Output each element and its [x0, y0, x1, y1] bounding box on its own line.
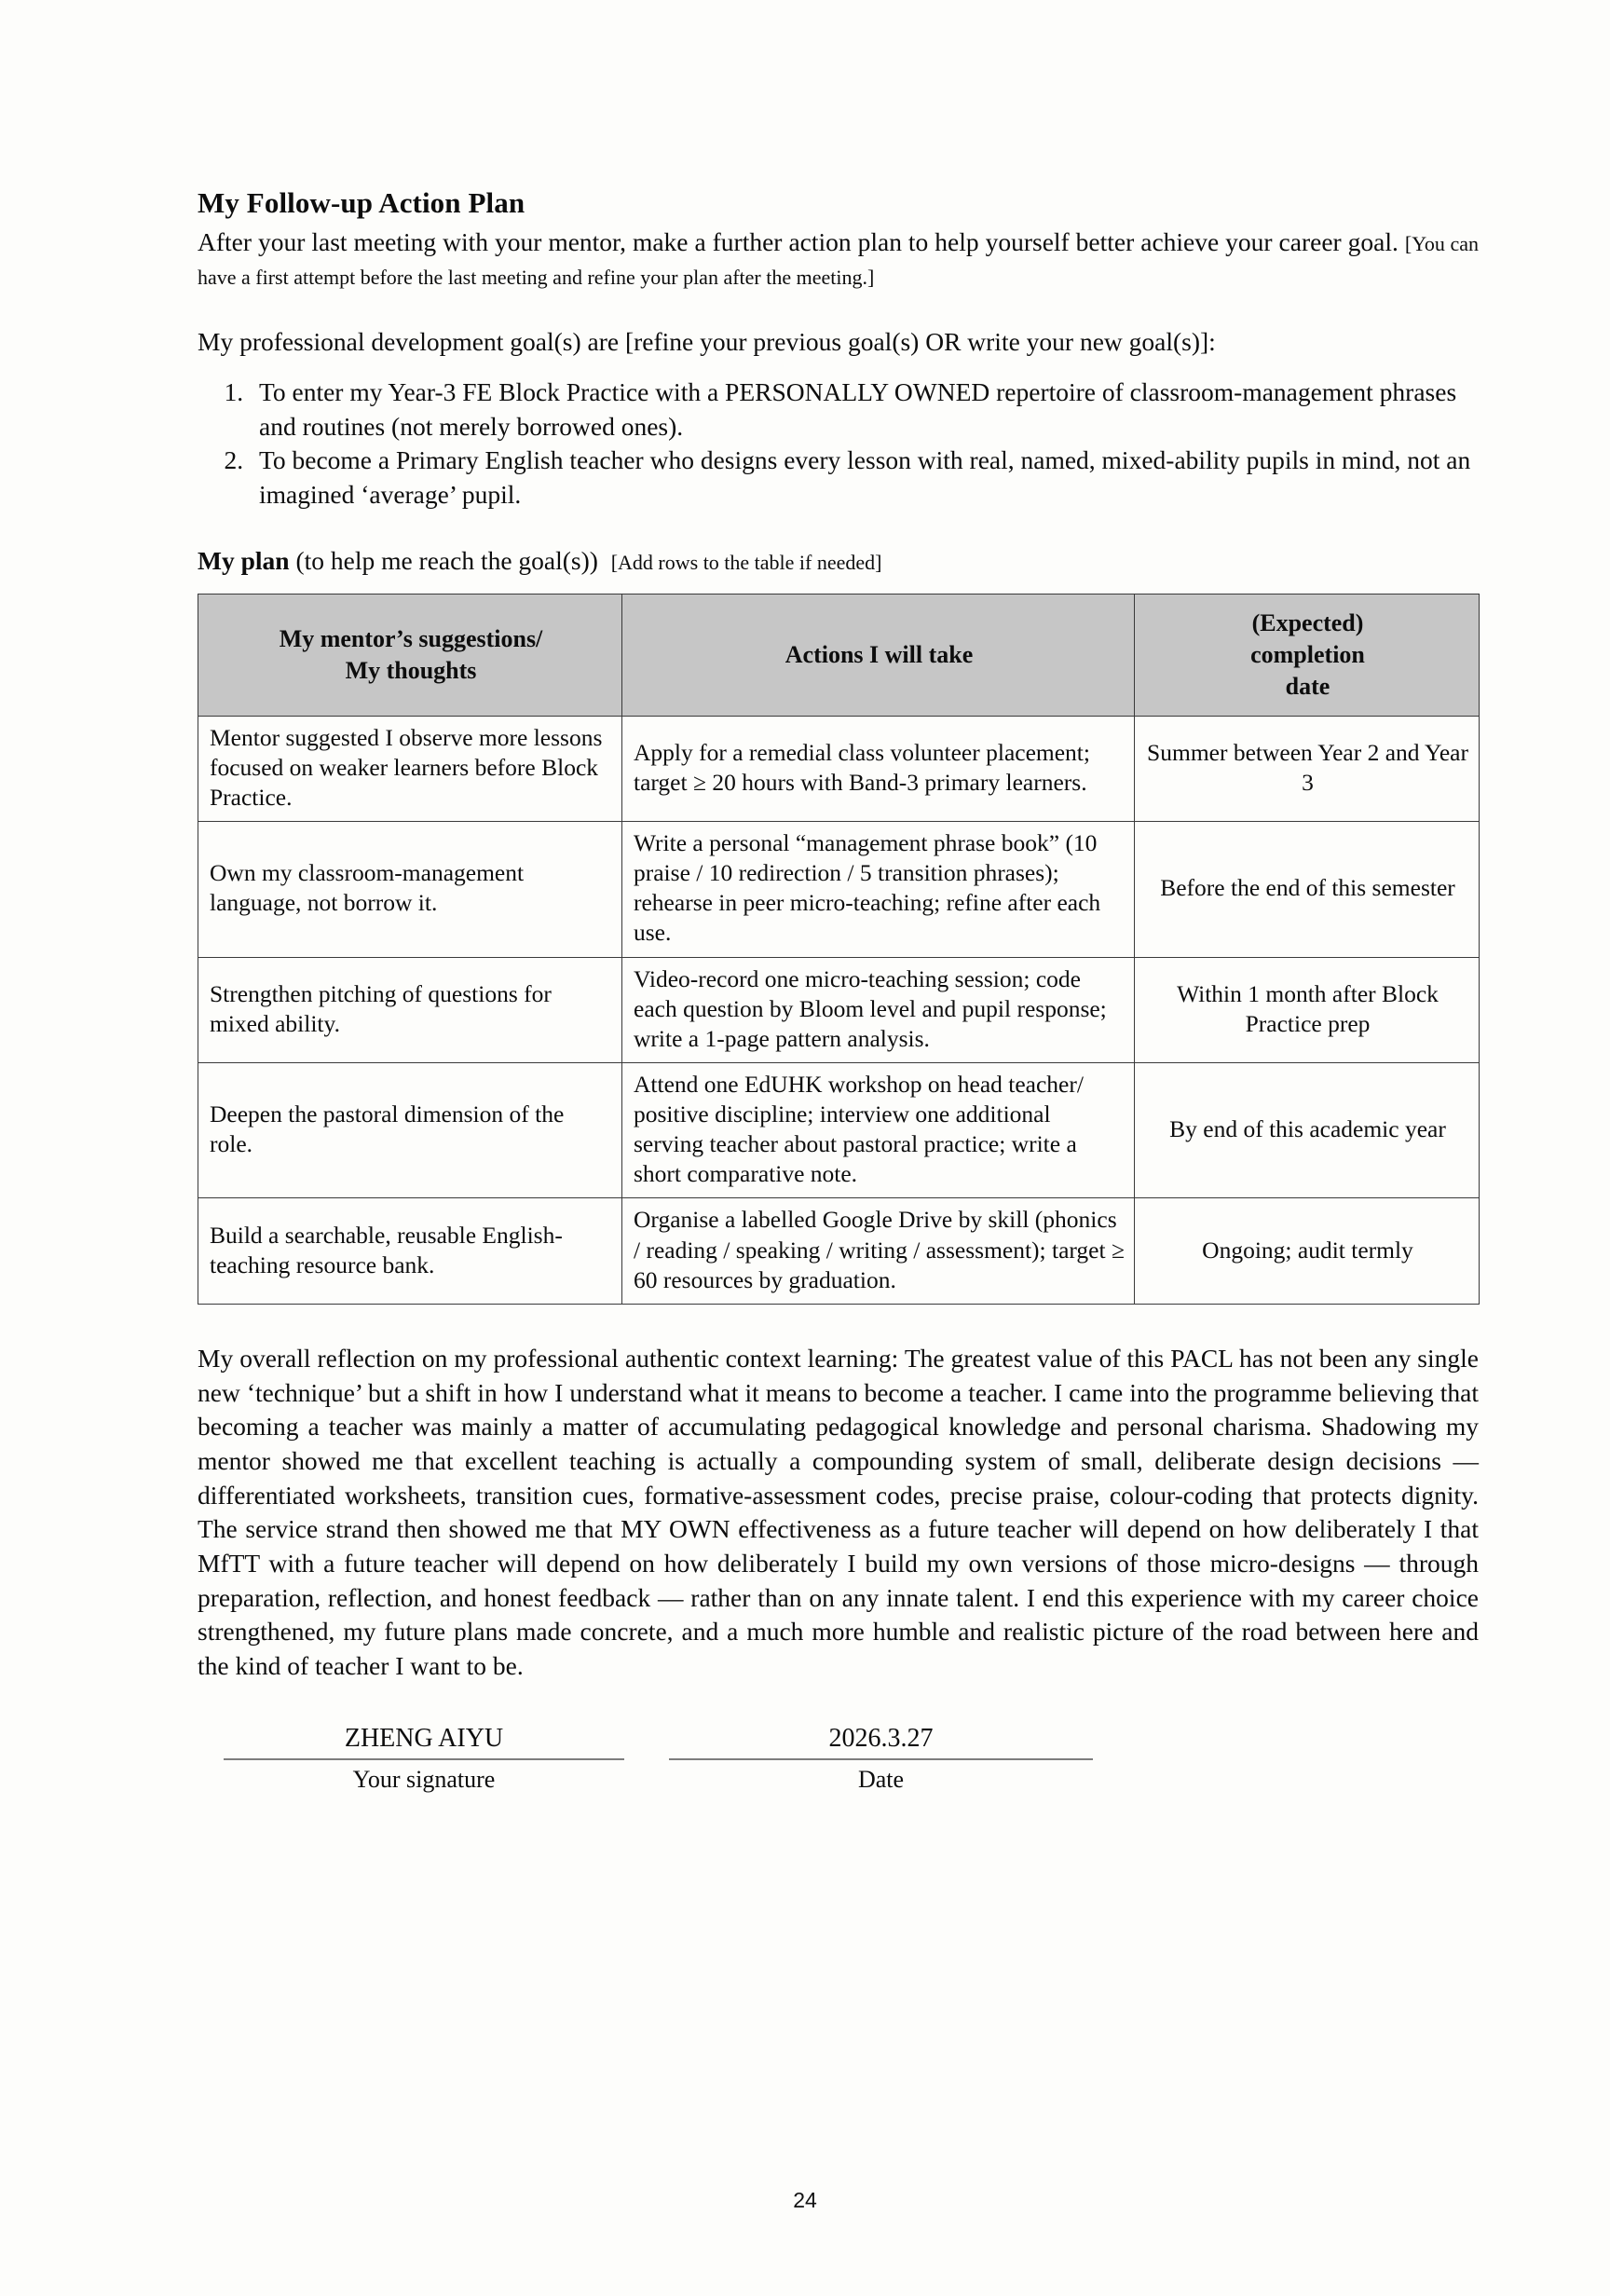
date-block — [669, 1725, 1093, 1794]
signature-area — [198, 1725, 1479, 1794]
cell-date: Ongoing; audit termly — [1135, 1198, 1480, 1304]
page-number: 24 — [793, 2188, 817, 2212]
goal-prompt: My professional development goal(s) are [refine your previous goal(s) OR write your new goal(s)]: — [198, 326, 1216, 356]
column-header-date-line2: completion — [1250, 641, 1365, 669]
column-header-suggestions-line2: My thoughts — [345, 657, 477, 685]
cell-date: By end of this academic year — [1135, 1062, 1480, 1198]
page-title: My Follow-up Action Plan — [198, 186, 525, 219]
plan-heading-bold: My plan — [198, 545, 290, 575]
date-caption: Date — [857, 1765, 905, 1793]
table-row — [198, 1062, 1480, 1198]
column-header-suggestions — [198, 594, 622, 716]
intro-note-text: [You can have a first attempt before the last meeting and refine your plan after the meeting.] — [198, 231, 1480, 290]
cell-date: Within 1 month after Block Practice prep — [1135, 957, 1480, 1062]
cell-suggestion: Strengthen pitching of questions for mixed ability. — [198, 957, 622, 1062]
cell-suggestion: Deepen the pastoral dimension of the role. — [198, 1062, 622, 1198]
table-row — [198, 716, 1480, 821]
table-row — [198, 1198, 1480, 1304]
signature-value[interactable]: ZHENG AIYU — [344, 1723, 504, 1753]
cell-action: Write a personal “management phrase book” (10 praise / 10 redirection / 5 transition phrases); rehearse in peer micro-teaching; refine after each use. — [622, 822, 1135, 958]
intro-main-text: After your last meeting with your mentor, make a further action plan to help yourself better achieve your career goal. — [198, 226, 1399, 256]
table-body — [198, 716, 1480, 1304]
goal-item: 1. To enter my Year-3 FE Block Practice with a PERSONALLY OWNED repertoire of classroom-management phrases and routines (not merely borrowed ones). — [250, 376, 1479, 444]
goals-list — [198, 376, 1479, 512]
cell-date: Before the end of this semester — [1135, 822, 1480, 958]
plan-heading — [198, 544, 1479, 578]
date-value[interactable]: 2026.3.27 — [828, 1723, 934, 1753]
column-header-actions: Actions I will take — [622, 594, 1135, 716]
page-content — [198, 186, 1479, 1794]
table-header-row — [198, 594, 1480, 716]
cell-date: Summer between Year 2 and Year 3 — [1135, 716, 1480, 821]
action-plan-table — [198, 594, 1480, 1305]
table-row — [198, 822, 1480, 958]
cell-suggestion: Build a searchable, reusable English-teaching resource bank. — [198, 1198, 622, 1304]
column-header-date-line3: date — [1285, 672, 1330, 700]
intro-paragraph — [198, 226, 1479, 294]
cell-suggestion: Own my classroom-management language, not borrow it. — [198, 822, 622, 958]
goal-item: 2. To become a Primary English teacher who designs every lesson with real, named, mixed-ability pupils in mind, not an imagined ‘average’ pupil. — [250, 444, 1479, 512]
signature-block — [224, 1725, 624, 1794]
cell-action: Video-record one micro-teaching session; code each question by Bloom level and pupil response; write a 1-page pattern analysis. — [622, 957, 1135, 1062]
table-row — [198, 957, 1480, 1062]
column-header-completion-date — [1135, 594, 1480, 716]
cell-action: Apply for a remedial class volunteer placement; target ≥ 20 hours with Band-3 primary learners. — [622, 716, 1135, 821]
plan-heading-note: [Add rows to the table if needed] — [610, 550, 882, 574]
cell-action: Attend one EdUHK workshop on head teacher/ positive discipline; interview one additional serving teacher about pastoral practice; write a short comparative note. — [622, 1062, 1135, 1198]
cell-suggestion: Mentor suggested I observe more lessons focused on weaker learners before Block Practice. — [198, 716, 622, 821]
column-header-suggestions-line1: My mentor’s suggestions/ — [279, 625, 543, 653]
plan-heading-rest: (to help me reach the goal(s)) — [295, 545, 598, 575]
cell-action: Organise a labelled Google Drive by skill (phonics / reading / speaking / writing / assessment); target ≥ 60 resources by graduation. — [622, 1198, 1135, 1304]
overall-reflection: My overall reflection on my professional authentic context learning: The greatest value of this PACL has not been any single new ‘technique’ but a shift in how I understand what it means to become a teacher. I came into the programme believing that becoming a teacher was mainly a matter of accumulating pedagogical knowledge and personal charisma. Shadowing my mentor showed me that excellent teaching is actually a compounding system of small, deliberate design decisions — differentiated worksheets, transition cues, formative-assessment codes, precise praise, colour-coding that protects dignity. The service strand then showed me that MY OWN effectiveness as a future teacher will depend on how deliberately I that MfTT with a future teacher will depend on how deliberately I build my own versions of those micro-designs — through preparation, reflection, and honest feedback — rather than on any innate talent. I end this experience with my career choice strengthened, my future plans made concrete, and a much more humble and realistic picture of the road between here and the kind of teacher I want to be. — [198, 1343, 1479, 1681]
signature-caption: Your signature — [352, 1765, 496, 1793]
column-header-date-line1: (Expected) — [1251, 609, 1364, 637]
